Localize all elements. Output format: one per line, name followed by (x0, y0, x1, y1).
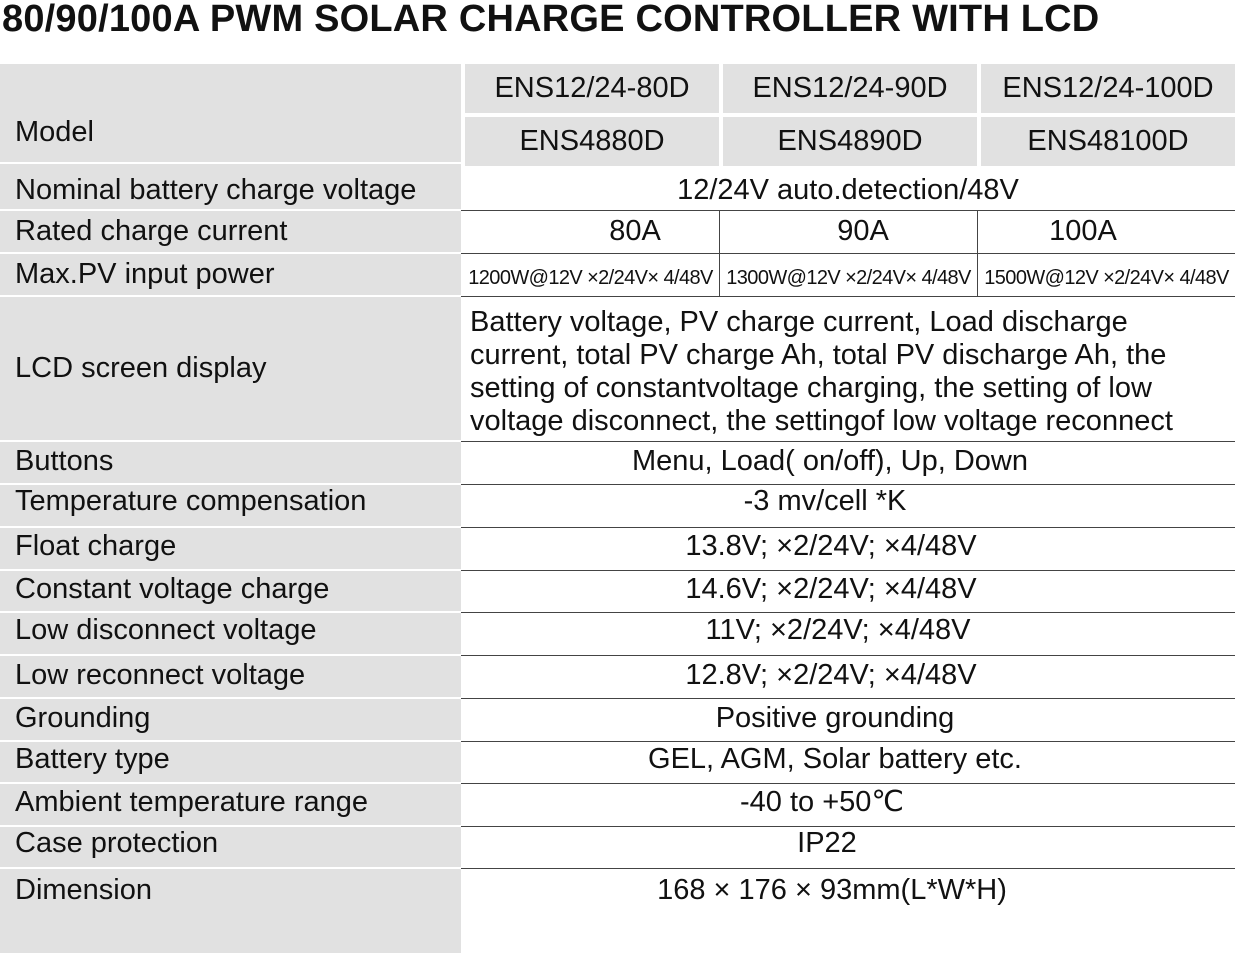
row-label: Case protection (15, 827, 219, 859)
row-separator (0, 162, 461, 164)
row-separator (0, 782, 461, 784)
grid-line (461, 698, 1235, 699)
row-separator (0, 867, 461, 869)
grid-line (461, 527, 1235, 528)
spec-table (0, 64, 1235, 953)
grid-line (461, 441, 1235, 442)
row-value: 13.8V; ×2/24V; ×4/48V (685, 530, 977, 562)
row-value: Menu, Load( on/off), Up, Down (631, 445, 1029, 477)
grid-line (461, 741, 1235, 742)
row-value: Battery voltage, PV charge current, Load discharge current, total PV charge Ah, total PV discharge Ah, the setting of constantvoltage charging, the setting of low voltage disconnect, the settingof low voltage reconnect (470, 306, 1173, 437)
page-title: 80/90/100A PWM SOLAR CHARGE CONTROLLER WITH LCD (2, 0, 1100, 40)
row-value: 80A (609, 215, 661, 247)
row-label: Max.PV input power (15, 258, 275, 290)
row-value: IP22 (797, 827, 857, 859)
row-separator (0, 526, 461, 528)
grid-line (461, 570, 1235, 571)
row-label: Battery type (15, 743, 170, 775)
row-separator (0, 295, 461, 297)
row-label: Low reconnect voltage (15, 659, 306, 691)
row-label: Grounding (15, 702, 151, 734)
grid-line (977, 210, 978, 296)
row-value: 100A (1049, 215, 1117, 247)
row-label: Nominal battery charge voltage (15, 174, 417, 206)
row-value: Positive grounding (715, 702, 955, 734)
row-label: Low disconnect voltage (15, 614, 317, 646)
grid-line (719, 210, 720, 296)
row-value: 1200W@12V ×2/24V× 4/48V (468, 267, 713, 289)
grid-line (461, 612, 1235, 613)
grid-line (461, 868, 1235, 869)
grid-line (461, 210, 1235, 211)
row-value: 14.6V; ×2/24V; ×4/48V (685, 573, 977, 605)
row-separator (0, 697, 461, 699)
row-value: 12.8V; ×2/24V; ×4/48V (685, 659, 977, 691)
row-label: Temperature compensation (15, 485, 367, 517)
model-cell: ENS12/24-100D (981, 64, 1235, 113)
row-label: LCD screen display (15, 352, 267, 384)
grid-line (461, 783, 1235, 784)
row-label: Ambient temperature range (15, 786, 369, 818)
row-label: Buttons (15, 445, 114, 477)
model-cell: ENS12/24-90D (723, 64, 977, 113)
row-value: GEL, AGM, Solar battery etc. (648, 743, 1022, 775)
row-value: -40 to +50℃ (740, 786, 904, 818)
row-value: 1300W@12V ×2/24V× 4/48V (726, 267, 971, 289)
grid-line (461, 253, 1235, 254)
model-label: Model (15, 116, 94, 148)
row-label: Dimension (15, 874, 152, 906)
row-separator (0, 611, 461, 613)
model-cell: ENS12/24-80D (465, 64, 719, 113)
row-separator (0, 654, 461, 656)
model-cell: ENS4880D (465, 117, 719, 166)
row-separator (0, 252, 461, 254)
row-value: 90A (837, 215, 889, 247)
row-value: 11V; ×2/24V; ×4/48V (705, 614, 971, 646)
row-label: Float charge (15, 530, 177, 562)
row-label: Rated charge current (15, 215, 288, 247)
row-value: 1500W@12V ×2/24V× 4/48V (984, 267, 1229, 289)
row-separator (0, 209, 461, 211)
grid-line (461, 296, 1235, 297)
grid-line (461, 655, 1235, 656)
model-cell: ENS48100D (981, 117, 1235, 166)
row-label: Constant voltage charge (15, 573, 330, 605)
row-separator (0, 440, 461, 442)
row-value: -3 mv/cell *K (743, 485, 907, 517)
row-value: 12/24V auto.detection/48V (677, 174, 1019, 206)
row-value: 168 × 176 × 93mm(L*W*H) (657, 874, 1007, 906)
row-separator (0, 740, 461, 742)
row-separator (0, 569, 461, 571)
model-cell: ENS4890D (723, 117, 977, 166)
